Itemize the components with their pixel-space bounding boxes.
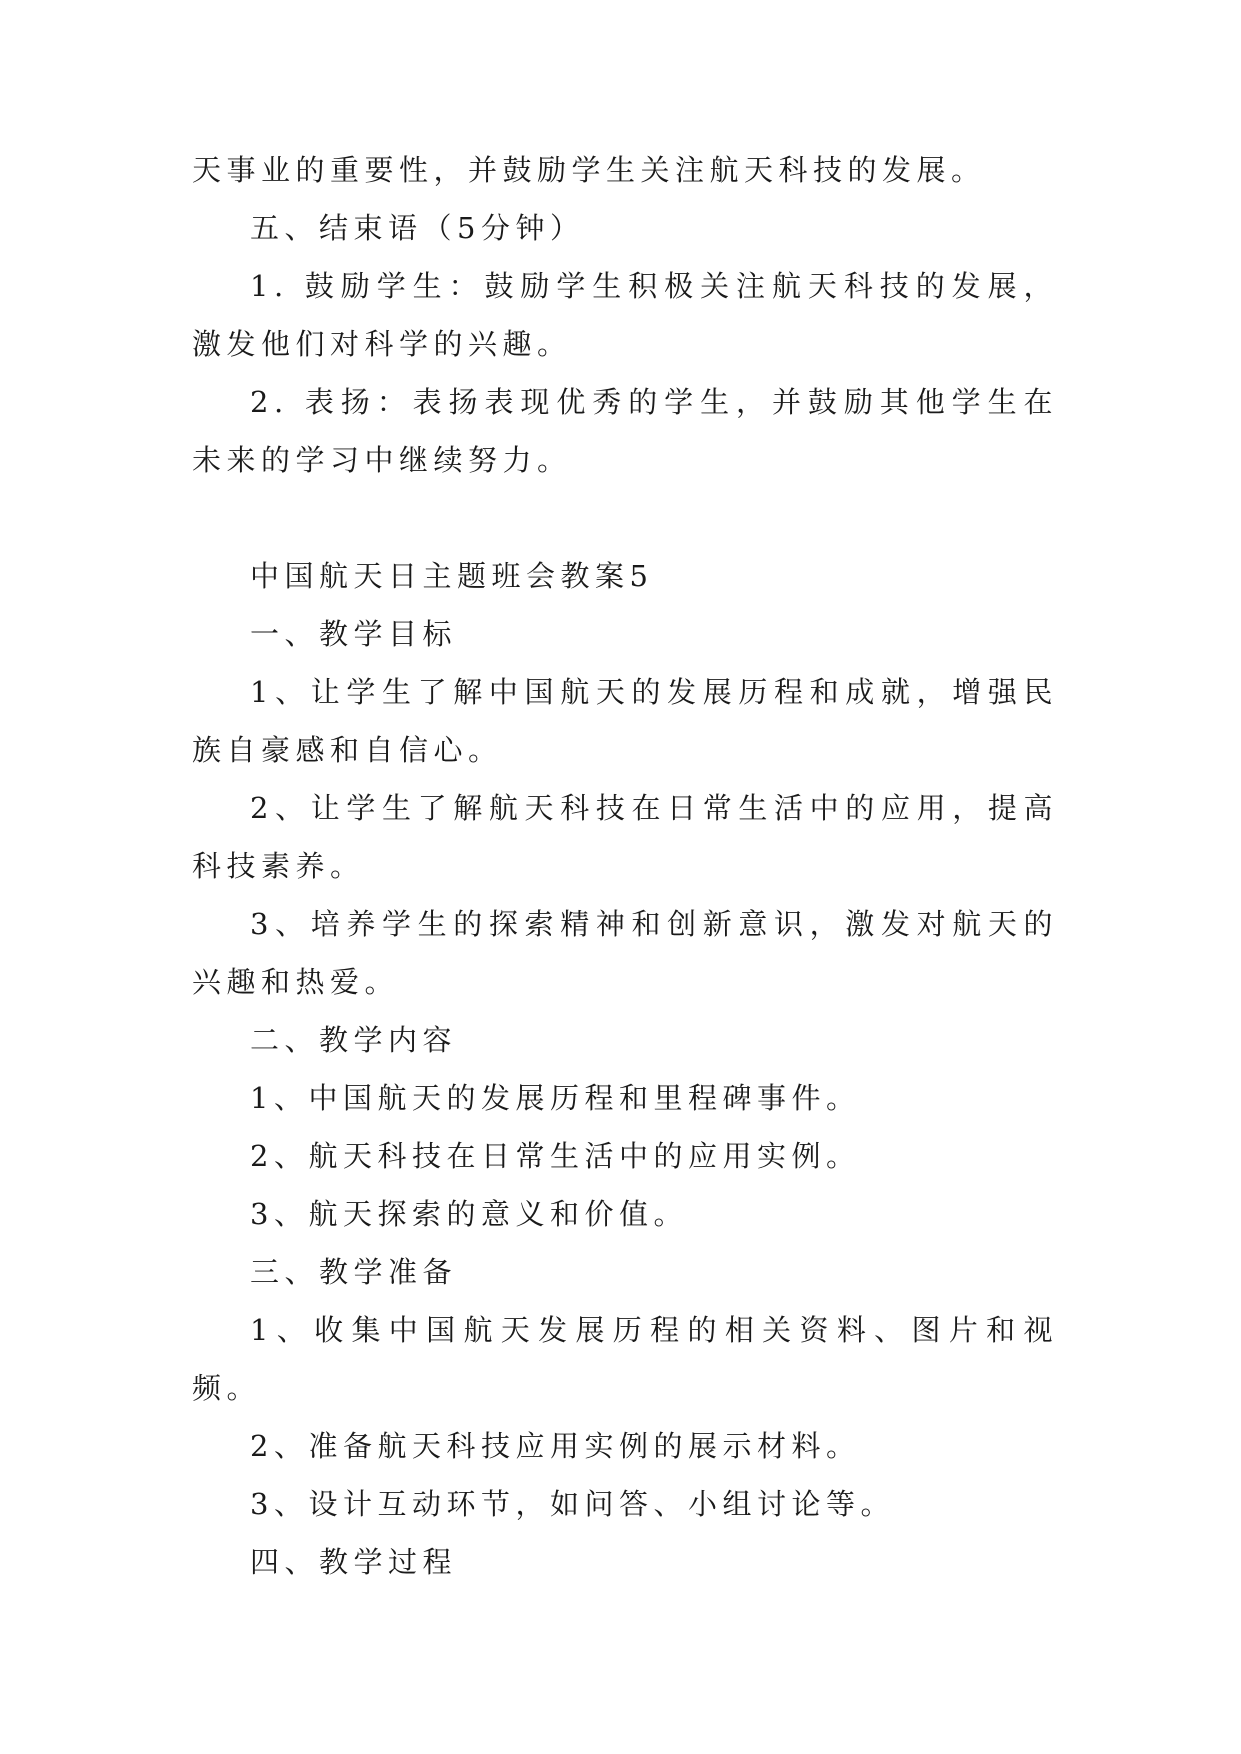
document-body — [192, 141, 1058, 1591]
section-heading-content: 二、教学内容 — [250, 1023, 458, 1057]
goal-item-3: 3、培养学生的探索精神和创新意识，激发对航天的兴趣和热爱。 — [192, 907, 1058, 999]
section-heading-process: 四、教学过程 — [250, 1545, 458, 1579]
section-heading-prep: 三、教学准备 — [250, 1255, 458, 1289]
content-item-1: 1、中国航天的发展历程和里程碑事件。 — [250, 1081, 861, 1115]
section-heading-goals: 一、教学目标 — [250, 617, 458, 651]
content-item-2: 2、航天科技在日常生活中的应用实例。 — [250, 1139, 861, 1173]
content-item-3: 3、航天探索的意义和价值。 — [250, 1197, 688, 1231]
prep-item-3: 3、设计互动环节，如问答、小组讨论等。 — [250, 1487, 895, 1521]
section-spacer — [192, 489, 1058, 547]
goal-item-2: 2、让学生了解航天科技在日常生活中的应用，提高科技素养。 — [192, 791, 1058, 883]
section-heading-closing: 五、结束语（5分钟） — [250, 211, 585, 245]
prep-item-1: 1、收集中国航天发展历程的相关资料、图片和视频。 — [192, 1313, 1058, 1405]
closing-item-1: 1. 鼓励学生：鼓励学生积极关注航天科技的发展，激发他们对科学的兴趣。 — [192, 269, 1058, 361]
closing-item-2: 2. 表扬：表扬表现优秀的学生，并鼓励其他学生在未来的学习中继续努力。 — [192, 385, 1058, 477]
goal-item-1: 1、让学生了解中国航天的发展历程和成就，增强民族自豪感和自信心。 — [192, 675, 1058, 767]
prep-item-2: 2、准备航天科技应用实例的展示材料。 — [250, 1429, 861, 1463]
lesson-title: 中国航天日主题班会教案5 — [250, 559, 654, 593]
continuation-paragraph: 天事业的重要性，并鼓励学生关注航天科技的发展。 — [192, 153, 986, 187]
